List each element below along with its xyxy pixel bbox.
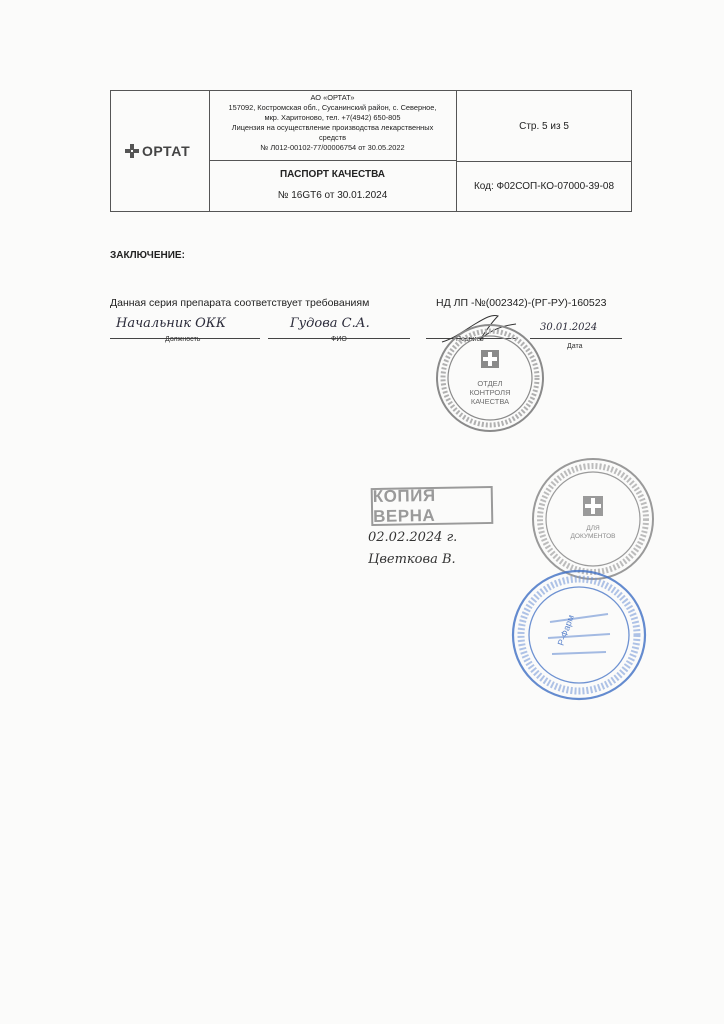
handwritten-position: Начальник ОКК bbox=[116, 316, 226, 331]
copy-handwritten-date: 02.02.2024 г. bbox=[368, 530, 458, 545]
document-code: Код: Ф02СОП-КО-07000-39-08 bbox=[473, 180, 615, 192]
logo-cell bbox=[111, 91, 210, 211]
document-title: ПАСПОРТ КАЧЕСТВА bbox=[279, 169, 386, 180]
org-line: 157092, Костромская обл., Сусанинский район, с. Северное, bbox=[228, 103, 437, 112]
date-caption: Дата bbox=[567, 343, 583, 350]
docs-seal-text-1: ДЛЯ bbox=[586, 525, 600, 532]
organization-info bbox=[209, 91, 457, 161]
qc-seal-text-3: КАЧЕСТВА bbox=[470, 397, 510, 406]
page-number: Стр. 5 из 5 bbox=[457, 91, 631, 162]
org-line: мкр. Харитоново, тел. +7(4942) 650-805 bbox=[264, 113, 401, 122]
blue-seal-text: Р-Фарм bbox=[555, 613, 577, 647]
org-line: АО «ОРТАТ» bbox=[310, 93, 355, 102]
document-number: № 16GT6 от 30.01.2024 bbox=[277, 190, 388, 201]
logo-text: ОРТАТ bbox=[142, 143, 191, 159]
docs-seal-text-2: ДОКУМЕНТОВ bbox=[570, 533, 616, 540]
company-logo bbox=[125, 143, 190, 159]
org-line: средств bbox=[318, 133, 347, 142]
document-title-cell bbox=[209, 161, 457, 211]
conclusion-label: ЗАКЛЮЧЕНИЕ: bbox=[110, 250, 185, 261]
logo-cross-icon bbox=[125, 144, 139, 158]
qc-seal-text-1: ОТДЕЛ bbox=[477, 379, 503, 388]
handwritten-date: 30.01.2024 bbox=[540, 322, 598, 333]
quality-control-seal bbox=[434, 322, 546, 434]
copy-certified-stamp: КОПИЯ ВЕРНА bbox=[371, 486, 494, 526]
org-line: Лицензия на осуществление производства лекарственных bbox=[231, 123, 434, 132]
signature-caption: Подпись bbox=[456, 336, 484, 343]
position-caption: Должность bbox=[165, 336, 201, 343]
name-caption: ФИО bbox=[331, 336, 347, 343]
conclusion-statement: Данная серия препарата соответствует требованиям bbox=[110, 297, 370, 309]
blue-company-seal bbox=[508, 564, 650, 706]
handwritten-name: Гудова С.А. bbox=[290, 316, 370, 331]
normative-document: НД ЛП -№(002342)-(РГ-РУ)-160523 bbox=[436, 297, 607, 309]
header-table bbox=[110, 90, 632, 212]
qc-seal-text-2: КОНТРОЛЯ bbox=[469, 388, 511, 397]
org-line: № Л012-00102-77/00006754 от 30.05.2022 bbox=[260, 143, 405, 152]
copy-handwritten-name: Цветкова В. bbox=[368, 552, 456, 567]
